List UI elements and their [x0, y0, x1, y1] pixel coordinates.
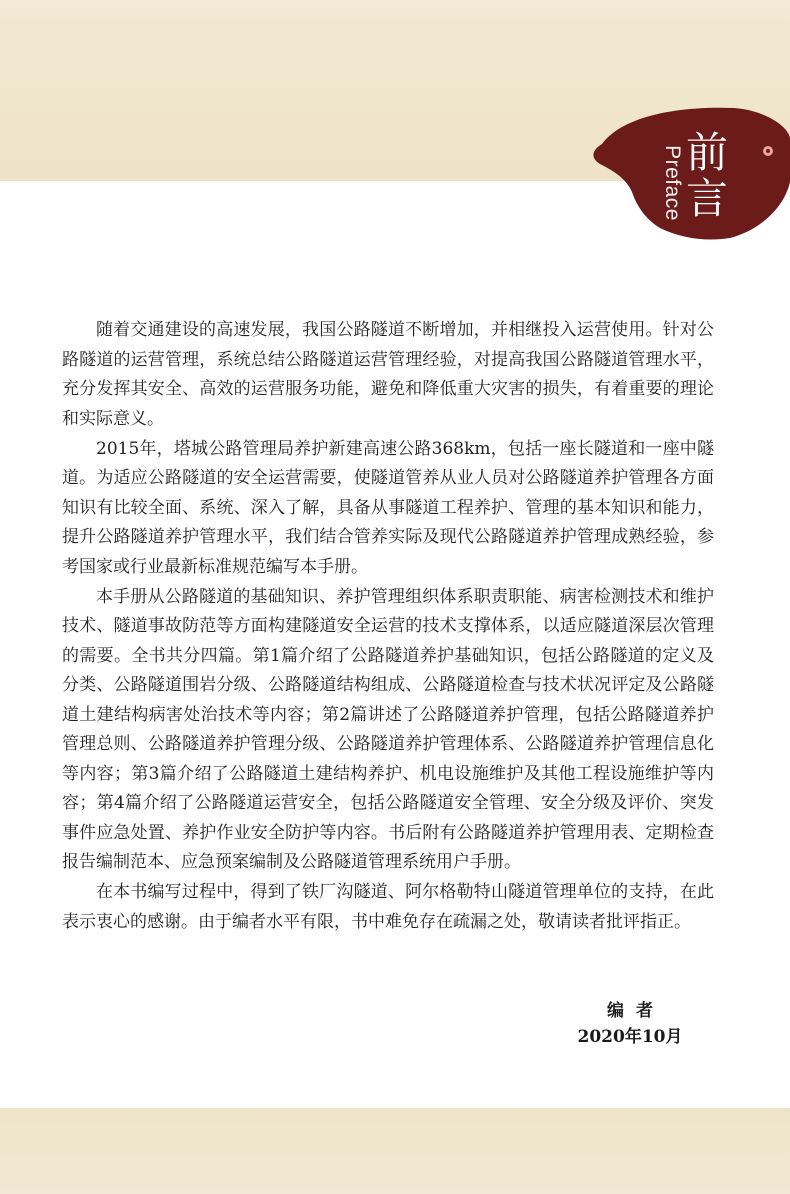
bottom-band [0, 1108, 790, 1194]
preface-body [62, 316, 714, 937]
preface-title: 前言 [685, 128, 728, 223]
signature-date: 2020年10月 [577, 1027, 683, 1047]
preface-subtitle: Preface [661, 145, 684, 221]
author-signature: 编者 [607, 1001, 665, 1021]
paragraph: 随着交通建设的高速发展，我国公路隧道不断增加，并相继投入运营使用。针对公路隧道的运营管理，系统总结公路隧道运营管理经验，对提高我国公路隧道管理水平，充分发挥其安全、高效的运营服务功能，避免和降低重大灾害的损失，有着重要的理论和实际意义。 [62, 320, 714, 429]
paragraph: 在本书编写过程中，得到了铁厂沟隧道、阿尔格勒特山隧道管理单位的支持，在此表示衷心的感谢。由于编者水平有限，书中难免存在疏漏之处，敬请读者批评指正。 [62, 882, 714, 932]
paragraph: 本手册从公路隧道的基础知识、养护管理组织体系职责职能、病害检测技术和维护技术、隧道事故防范等方面构建隧道安全运营的技术支撑体系，以适应隧道深层次管理的需要。全书共分四篇。第1篇介绍了公路隧道养护基础知识，包括公路隧道的定义及分类、公路隧道围岩分级、公路隧道结构组成、公路隧道检查与技术状况评定及公路隧道土建结构病害处治技术等内容；第2篇讲述了公路隧道养护管理，包括公路隧道养护管理总则、公路隧道养护管理分级、公路隧道养护管理体系、公路隧道养护管理信息化等内容；第3篇介绍了公路隧道土建结构养护、机电设施维护及其他工程设施维护等内容；第4篇介绍了公路隧道运营安全，包括公路隧道安全管理、安全分级及评价、突发事件应急处置、养护作业安全防护等内容。书后附有公路隧道养护管理用表、定期检查报告编制范本、应急预案编制及公路隧道管理系统用户手册。 [62, 586, 714, 872]
paragraph: 2015年，塔城公路管理局养护新建高速公路368km，包括一座长隧道和一座中隧道。为适应公路隧道的安全运营需要，使隧道管养从业人员对公路隧道养护管理各方面知识有比较全面、系统、深入了解，具备从事隧道工程养护、管理的基本知识和能力，提升公路隧道养护管理水平，我们结合管养实际及现代公路隧道养护管理成熟经验，参考国家或行业最新标准规范编写本手册。 [62, 438, 714, 577]
